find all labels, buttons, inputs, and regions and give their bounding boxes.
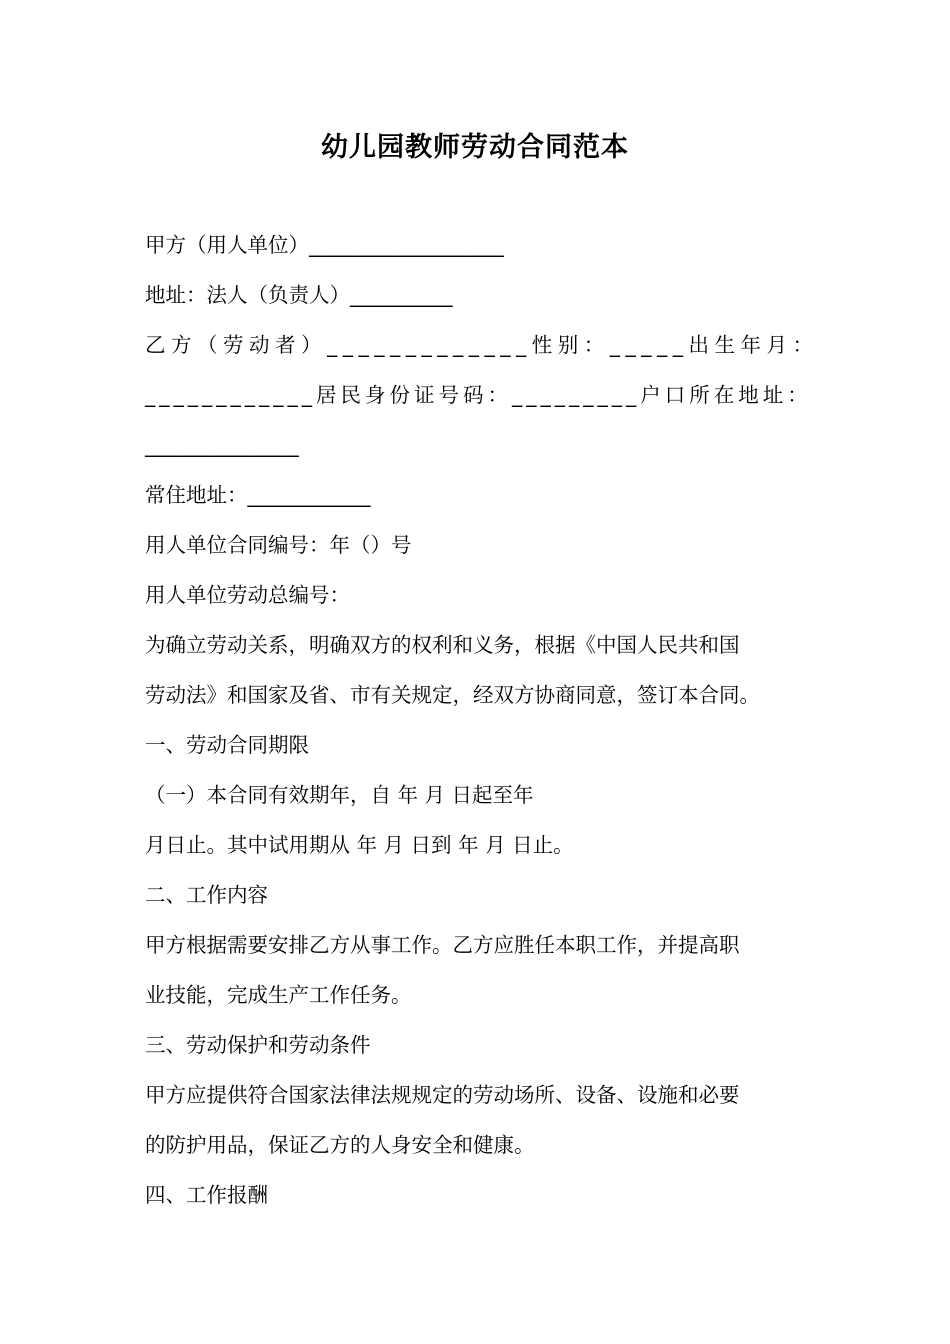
party-b-line: 乙方（劳动者）_____________性别：_____出生年月： (145, 333, 819, 357)
address-legal-rep-line: 地址：法人（负责人）__________ (145, 283, 453, 307)
contract-number-line: 用人单位合同编号：年（）号 (145, 533, 412, 557)
document-title: 幼儿园教师劳动合同范本 (321, 132, 629, 163)
residence-address-line: 常住地址：____________ (145, 483, 371, 507)
labor-total-number-line: 用人单位劳动总编号： (145, 583, 350, 607)
section-2-heading: 二、工作内容 (145, 883, 268, 907)
household-address-blank: _______________ (145, 433, 299, 457)
section-1-heading: 一、劳动合同期限 (145, 733, 309, 757)
section-3-heading: 三、劳动保护和劳动条件 (145, 1033, 371, 1057)
section-3-text-line-1: 甲方应提供符合国家法律法规规定的劳动场所、设备、设施和必要 (145, 1083, 740, 1107)
section-4-heading: 四、工作报酬 (145, 1183, 268, 1207)
section-3-text-line-2: 的防护用品，保证乙方的人身安全和健康。 (145, 1133, 535, 1157)
section-1-term-line-2: 月日止。其中试用期从 年 月 日到 年 月 日止。 (145, 833, 574, 857)
party-a-line: 甲方（用人单位）___________________ (145, 233, 504, 257)
section-2-text-line-1: 甲方根据需要安排乙方从事工作。乙方应胜任本职工作，并提高职 (145, 933, 740, 957)
id-number-line: ____________居民身份证号码：_________户口所在地址： (145, 383, 812, 407)
preamble-line-2: 劳动法》和国家及省、市有关规定，经双方协商同意，签订本合同。 (145, 683, 760, 707)
preamble-line-1: 为确立劳动关系，明确双方的权利和义务，根据《中国人民共和国 (145, 633, 740, 657)
section-1-term-line-1: （一）本合同有效期年，自 年 月 日起至年 (145, 783, 534, 807)
section-2-text-line-2: 业技能，完成生产工作任务。 (145, 983, 412, 1007)
